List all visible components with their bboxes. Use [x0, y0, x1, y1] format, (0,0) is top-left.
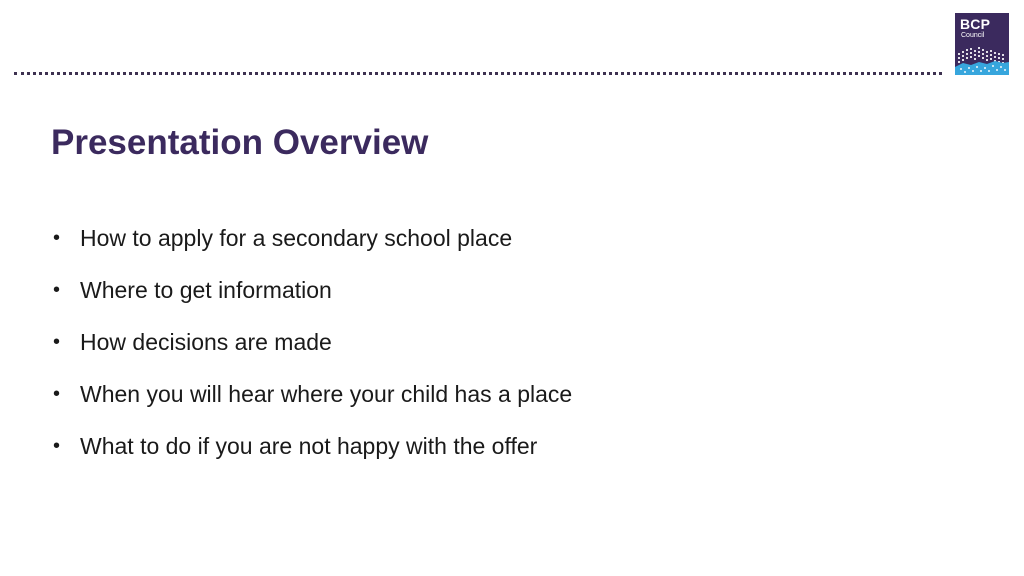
bullet-item	[51, 380, 572, 432]
bullet-text: Where to get information	[80, 277, 332, 303]
logo-name: BCP	[960, 16, 991, 32]
bullet-text: How to apply for a secondary school place	[80, 225, 513, 251]
logo-subtitle: Council	[961, 32, 985, 39]
bullet-icon: •	[53, 435, 61, 457]
bullet-list	[51, 224, 572, 484]
bullet-text: How decisions are made	[80, 329, 332, 355]
bullet-item	[51, 432, 572, 484]
header-dotted-divider	[14, 72, 942, 75]
logo-skyline-graphic	[955, 41, 1009, 75]
bullet-icon: •	[53, 383, 61, 405]
bullet-item	[51, 328, 572, 380]
bullet-item	[51, 224, 572, 276]
bullet-item	[51, 276, 572, 328]
bullet-icon: •	[53, 331, 61, 353]
bullet-icon: •	[53, 227, 61, 249]
bcp-council-logo	[955, 13, 1009, 75]
bullet-text: When you will hear where your child has a place	[80, 381, 573, 407]
slide-title: Presentation Overview	[51, 123, 429, 162]
bullet-icon: •	[53, 279, 61, 301]
bullet-text: What to do if you are not happy with the offer	[80, 433, 538, 459]
